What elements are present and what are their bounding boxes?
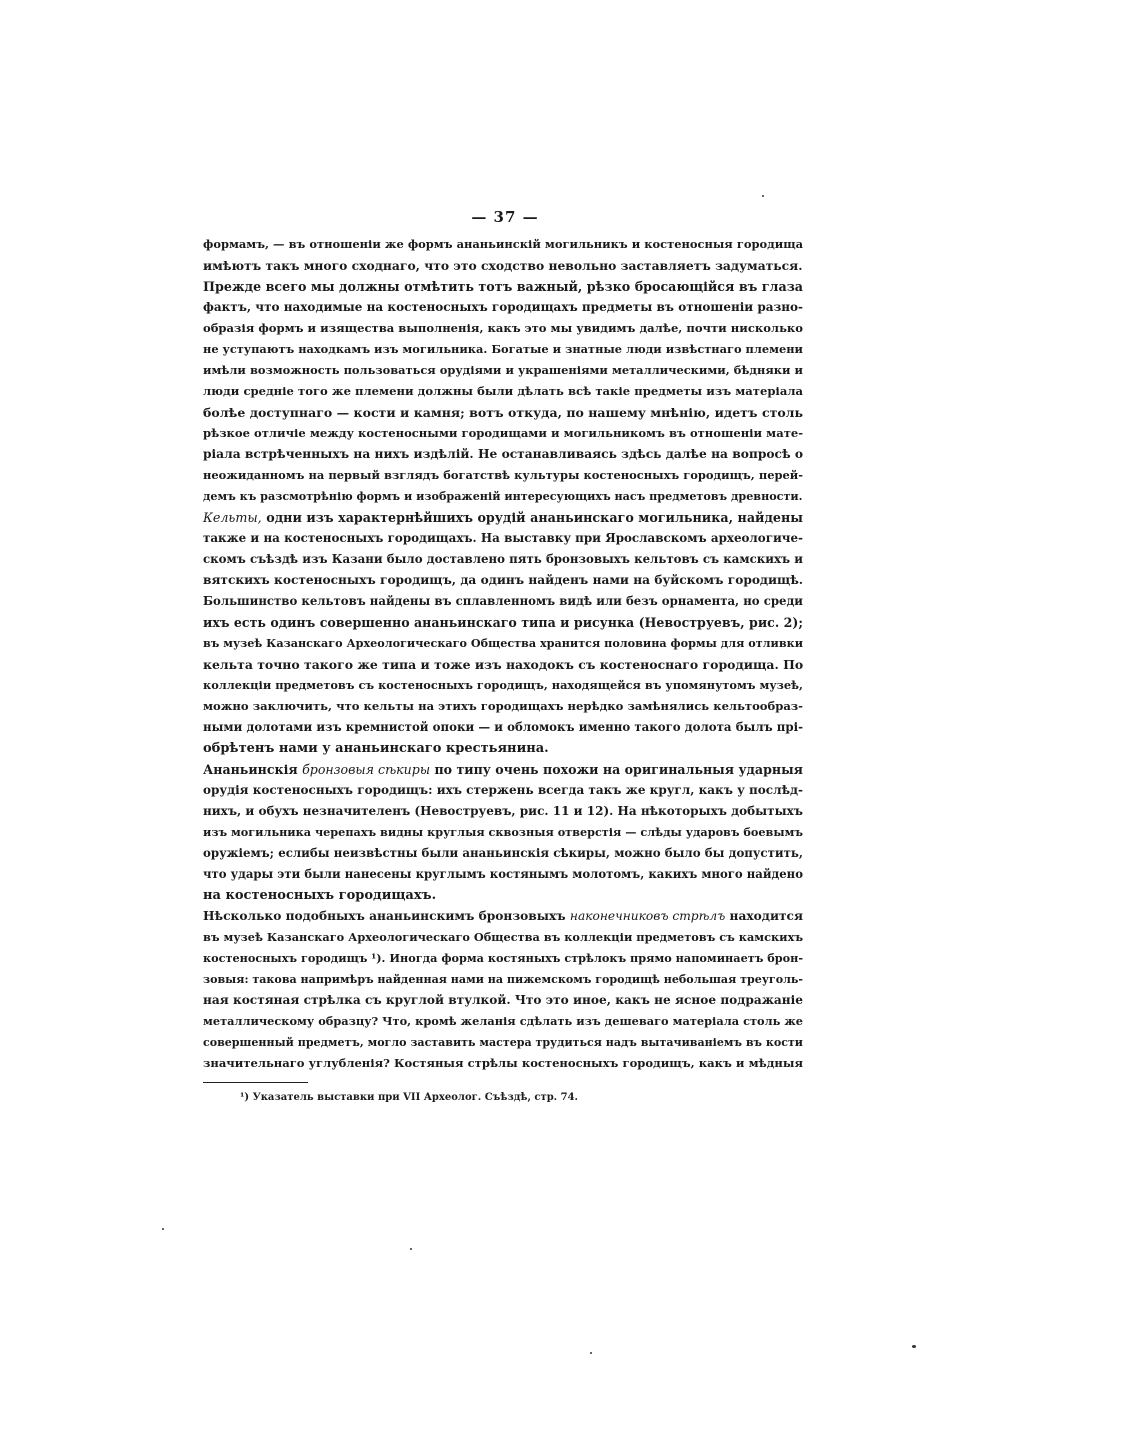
text-segment: демъ къ разсмотрѣнію формъ и изображеній интересующихъ насъ предметовъ древности. [203, 490, 803, 503]
text-segment: въ музеѣ Казанскаго Археологическаго Общества хранится половина формы для отливки [203, 636, 803, 650]
footnote-rule [203, 1082, 308, 1083]
text-segment: фактъ, что находимые на костеносныхъ городищахъ предметы въ отношеніи разно- [203, 300, 803, 314]
text-line [203, 822, 803, 843]
text-line [203, 423, 803, 444]
text-line [203, 318, 803, 339]
text-segment: металлическому образцу? Что, кромѣ желанія сдѣлать изъ дешеваго матеріала столь же [203, 1014, 803, 1028]
text-segment: Большинство кельтовъ найдены въ сплавленномъ видѣ или безъ орнамента, но среди [203, 594, 803, 608]
text-segment: не уступаютъ находкамъ изъ могильника. Богатые и знатные люди извѣстнаго племени [203, 342, 803, 356]
text-line [203, 486, 803, 507]
text-segment: обрѣтенъ нами у ананьинскаго крестьянина. [203, 741, 549, 756]
text-segment: изъ могильника черепахъ видны круглыя сквозныя отверстія — слѣды ударовъ боевымъ [203, 825, 803, 839]
text-segment: Нѣсколько подобныхъ ананьинскимъ бронзовыхъ [203, 909, 570, 923]
scan-speck [410, 1248, 412, 1250]
text-line [203, 402, 803, 423]
text-segment: на костеносныхъ городищахъ. [203, 888, 437, 903]
text-line [203, 801, 803, 822]
text-line [203, 864, 803, 885]
scan-speck [590, 1352, 592, 1354]
italic-term: Кельты, [203, 510, 262, 525]
italic-term: наконечниковъ стрѣлъ [569, 909, 726, 923]
scan-speck [912, 1345, 916, 1348]
scan-speck [762, 195, 764, 197]
text-segment: ихъ есть одинъ совершенно ананьинскаго типа и рисунка (Невоструевъ, рис. 2); [203, 615, 803, 630]
text-line [203, 1053, 803, 1074]
text-segment: оружіемъ; еслибы неизвѣстны были ананьинскія сѣкиры, можно было бы допустить, [203, 846, 803, 860]
text-line [203, 1032, 803, 1053]
text-line [203, 696, 803, 717]
text-line [203, 990, 803, 1011]
text-line [203, 276, 803, 297]
text-line [203, 612, 803, 633]
text-segment: коллекціи предметовъ съ костеносныхъ городищъ, находящейся въ упомянутомъ музеѣ, [203, 678, 803, 692]
text-segment: Ананьинскія [203, 762, 303, 777]
text-segment: Прежде всего мы должны отмѣтить тотъ важный, рѣзко бросающійся въ глаза [203, 279, 803, 294]
text-line [203, 717, 803, 738]
text-line [203, 549, 803, 570]
text-segment: неожиданномъ на первый взглядъ богатствѣ культуры костеносныхъ городищъ, перей- [203, 468, 803, 482]
text-segment: ная костяная стрѣлка съ круглой втулкой. Что это иное, какъ не ясное подражаніе [203, 993, 803, 1007]
text-line [203, 759, 803, 780]
text-line [203, 885, 803, 906]
text-segment: зовыя: такова напримѣръ найденная нами на пижемскомъ городищѣ небольшая треуголь- [203, 973, 804, 986]
text-segment: имѣютъ такъ много сходнаго, что это сходство невольно заставляетъ задуматься. [203, 258, 803, 273]
text-line [203, 675, 803, 696]
text-segment: люди средніе того же племени должны были дѣлать всѣ такіе предметы изъ матеріала [203, 384, 803, 398]
text-segment: рѣзкое отличіе между костеносными городищами и могильникомъ въ отношеніи мате- [203, 426, 803, 440]
text-segment: орудія костеносныхъ городищъ: ихъ стержень всегда такъ же кругл, какъ у послѣд- [203, 783, 803, 797]
text-segment: нихъ, и обухъ незначителенъ (Невоструевъ, рис. 11 и 12). На нѣкоторыхъ добытыхъ [203, 804, 803, 818]
text-line [203, 654, 803, 675]
text-segment: по типу очень похожи на оригинальныя ударныя [430, 762, 803, 777]
text-segment: въ музеѣ Казанскаго Археологическаго Общества въ коллекціи предметовъ съ камскихъ [203, 930, 803, 944]
text-line [203, 234, 803, 255]
text-line [203, 297, 803, 318]
text-segment: скомъ съѣздѣ изъ Казани было доставлено пять бронзовыхъ кельтовъ съ камскихъ и [203, 552, 803, 566]
text-line [203, 255, 803, 276]
text-segment: образія формъ и изящества выполненія, какъ это мы увидимъ далѣе, почти нисколько [203, 321, 803, 335]
text-segment: костеносныхъ городищъ ¹). Иногда форма костяныхъ стрѣлокъ прямо напоминаетъ брон- [203, 951, 804, 965]
text-line [203, 465, 803, 486]
footnote: ¹) Указатель выставки при VII Археолог. Съѣздѣ, стр. 74. [240, 1092, 579, 1103]
text-segment: также и на костеносныхъ городищахъ. На выставку при Ярославскомъ археологиче- [203, 531, 803, 545]
text-segment: вятскихъ костеносныхъ городищъ, да одинъ найденъ нами на буйскомъ городищѣ. [203, 573, 803, 587]
text-line [203, 927, 803, 948]
italic-term: бронзовыя сѣкиры [302, 762, 431, 777]
page-number: — 37 — [471, 208, 539, 226]
text-line [203, 570, 803, 591]
text-segment: кельта точно такого же типа и тоже изъ находокъ съ костеноснаго городища. По [203, 657, 804, 672]
text-segment: одни изъ характернѣйшихъ орудій ананьинскаго могильника, найдены [261, 510, 803, 525]
text-segment: что удары эти были нанесены круглымъ костянымъ молотомъ, какихъ много найдено [203, 867, 803, 881]
text-line [203, 339, 803, 360]
body-text [203, 234, 803, 1074]
text-line [203, 507, 803, 528]
text-line [203, 969, 803, 990]
text-line [203, 843, 803, 864]
scan-speck [162, 1228, 164, 1230]
text-segment: формамъ, — въ отношеніи же формъ ананьинскій могильникъ и костеносныя городища [203, 237, 803, 251]
text-segment: ными долотами изъ кремнистой опоки — и обломокъ именно такого долота былъ прі- [203, 720, 803, 734]
text-line [203, 780, 803, 801]
text-segment: находится [725, 909, 803, 923]
text-line [203, 360, 803, 381]
text-line [203, 948, 803, 969]
text-segment: совершенный предметъ, могло заставить мастера трудиться надъ вытачиваніемъ въ кости [203, 1036, 803, 1049]
text-line [203, 444, 803, 465]
text-line [203, 633, 803, 654]
text-line [203, 738, 803, 759]
text-line [203, 591, 803, 612]
text-segment: можно заключить, что кельты на этихъ городищахъ нерѣдко замѣнялись кельтообраз- [203, 699, 803, 713]
text-line [203, 1011, 803, 1032]
text-segment: болѣе доступнаго — кости и камня; вотъ откуда, по нашему мнѣнію, идетъ столь [203, 405, 803, 420]
text-segment: значительнаго углубленія? Костяныя стрѣлы костеносныхъ городищъ, какъ и мѣдныя [203, 1056, 803, 1070]
text-segment: имѣли возможность пользоваться орудіями и украшеніями металлическими, бѣдняки и [203, 363, 803, 377]
text-line [203, 906, 803, 927]
text-line [203, 381, 803, 402]
text-segment: ріала встрѣченныхъ на нихъ издѣлій. Не останавливаясь здѣсь далѣе на вопросѣ о [203, 447, 803, 461]
text-line [203, 528, 803, 549]
